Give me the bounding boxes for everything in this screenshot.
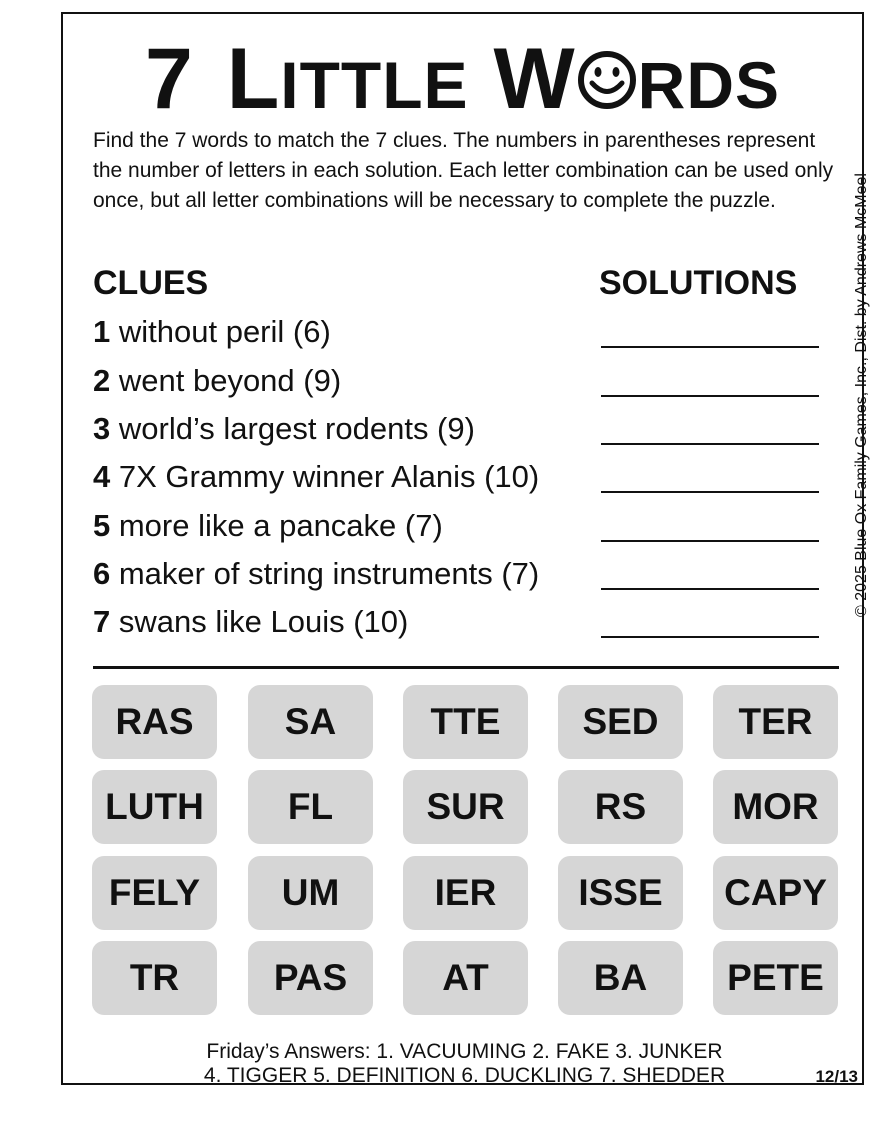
title-ittle: ITTLE <box>280 48 469 122</box>
copyright-text: © 2025 Blue Ox Family Games, Inc., Dist. by Andrews McMeel <box>853 173 870 617</box>
letter-tile[interactable]: FELY <box>92 856 217 930</box>
letter-tile[interactable]: SA <box>248 685 373 759</box>
solution-line-5[interactable] <box>601 540 819 542</box>
smiley-face-icon <box>577 50 637 110</box>
instructions: Find the 7 words to match the 7 clues. The numbers in parentheses represent the number of letters in each solution. Each letter combination can be used only once, but all letter combinations will be necessary to complete the puzzle. <box>93 129 834 212</box>
clue-number: 1 <box>93 314 111 349</box>
clue-4 <box>93 457 539 497</box>
solution-line-7[interactable] <box>601 636 819 638</box>
previous-answers-line-2: 4. TIGGER 5. DEFINITION 6. DUCKLING 7. SHEDDER <box>203 1064 726 1087</box>
puzzle-panel <box>61 12 870 1087</box>
clue-5 <box>93 506 443 546</box>
letter-tile[interactable]: RS <box>558 770 683 844</box>
letter-tile[interactable]: BA <box>558 941 683 1015</box>
letter-tile[interactable]: PETE <box>713 941 838 1015</box>
letter-tile[interactable]: RAS <box>92 685 217 759</box>
clue-text: maker of string instruments (7) <box>110 556 540 591</box>
letter-tile[interactable]: TTE <box>403 685 528 759</box>
letter-tile[interactable]: FL <box>248 770 373 844</box>
clues-header: CLUES <box>93 264 209 302</box>
clue-number: 4 <box>93 459 111 494</box>
clue-7 <box>93 602 408 642</box>
clue-1 <box>93 312 331 352</box>
solution-line-2[interactable] <box>601 395 819 397</box>
title-rds: RDS <box>637 48 781 122</box>
puzzle-title <box>63 31 862 127</box>
copyright-notice <box>850 130 874 660</box>
clue-3 <box>93 409 475 449</box>
letter-tile[interactable]: PAS <box>248 941 373 1015</box>
letter-tile[interactable]: LUTH <box>92 770 217 844</box>
letter-tile[interactable]: SUR <box>403 770 528 844</box>
letter-tile[interactable]: ISSE <box>558 856 683 930</box>
solution-line-6[interactable] <box>601 588 819 590</box>
title-letter-w: W <box>493 31 576 127</box>
letter-tile[interactable]: TR <box>92 941 217 1015</box>
clue-number: 3 <box>93 411 111 446</box>
clue-number: 6 <box>93 556 111 591</box>
letter-tile[interactable]: MOR <box>713 770 838 844</box>
solutions-header: SOLUTIONS <box>599 264 798 302</box>
letter-tile[interactable]: CAPY <box>713 856 838 930</box>
clue-text: went beyond (9) <box>110 363 342 398</box>
clue-number: 5 <box>93 508 111 543</box>
solution-line-1[interactable] <box>601 346 819 348</box>
clue-text: swans like Louis (10) <box>110 604 409 639</box>
clue-2 <box>93 361 341 401</box>
previous-answers-line-1: Friday’s Answers: 1. VACUUMING 2. FAKE 3. JUNKER <box>206 1040 723 1063</box>
divider <box>93 666 839 669</box>
letter-tile[interactable]: AT <box>403 941 528 1015</box>
letter-tile[interactable]: UM <box>248 856 373 930</box>
clue-text: world’s largest rodents (9) <box>110 411 475 446</box>
clue-text: more like a pancake (7) <box>110 508 443 543</box>
letter-tile[interactable]: SED <box>558 685 683 759</box>
puzzle-date: 12/13 <box>815 1067 858 1086</box>
solution-line-3[interactable] <box>601 443 819 445</box>
clue-text: 7X Grammy winner Alanis (10) <box>110 459 540 494</box>
solution-line-4[interactable] <box>601 491 819 493</box>
clue-text: without peril (6) <box>110 314 331 349</box>
title-letter-l: L <box>226 31 281 127</box>
clue-number: 7 <box>93 604 111 639</box>
title-seven: 7 <box>144 31 194 127</box>
clue-number: 2 <box>93 363 111 398</box>
letter-tile[interactable]: IER <box>403 856 528 930</box>
letter-tile[interactable]: TER <box>713 685 838 759</box>
clue-6 <box>93 554 539 594</box>
